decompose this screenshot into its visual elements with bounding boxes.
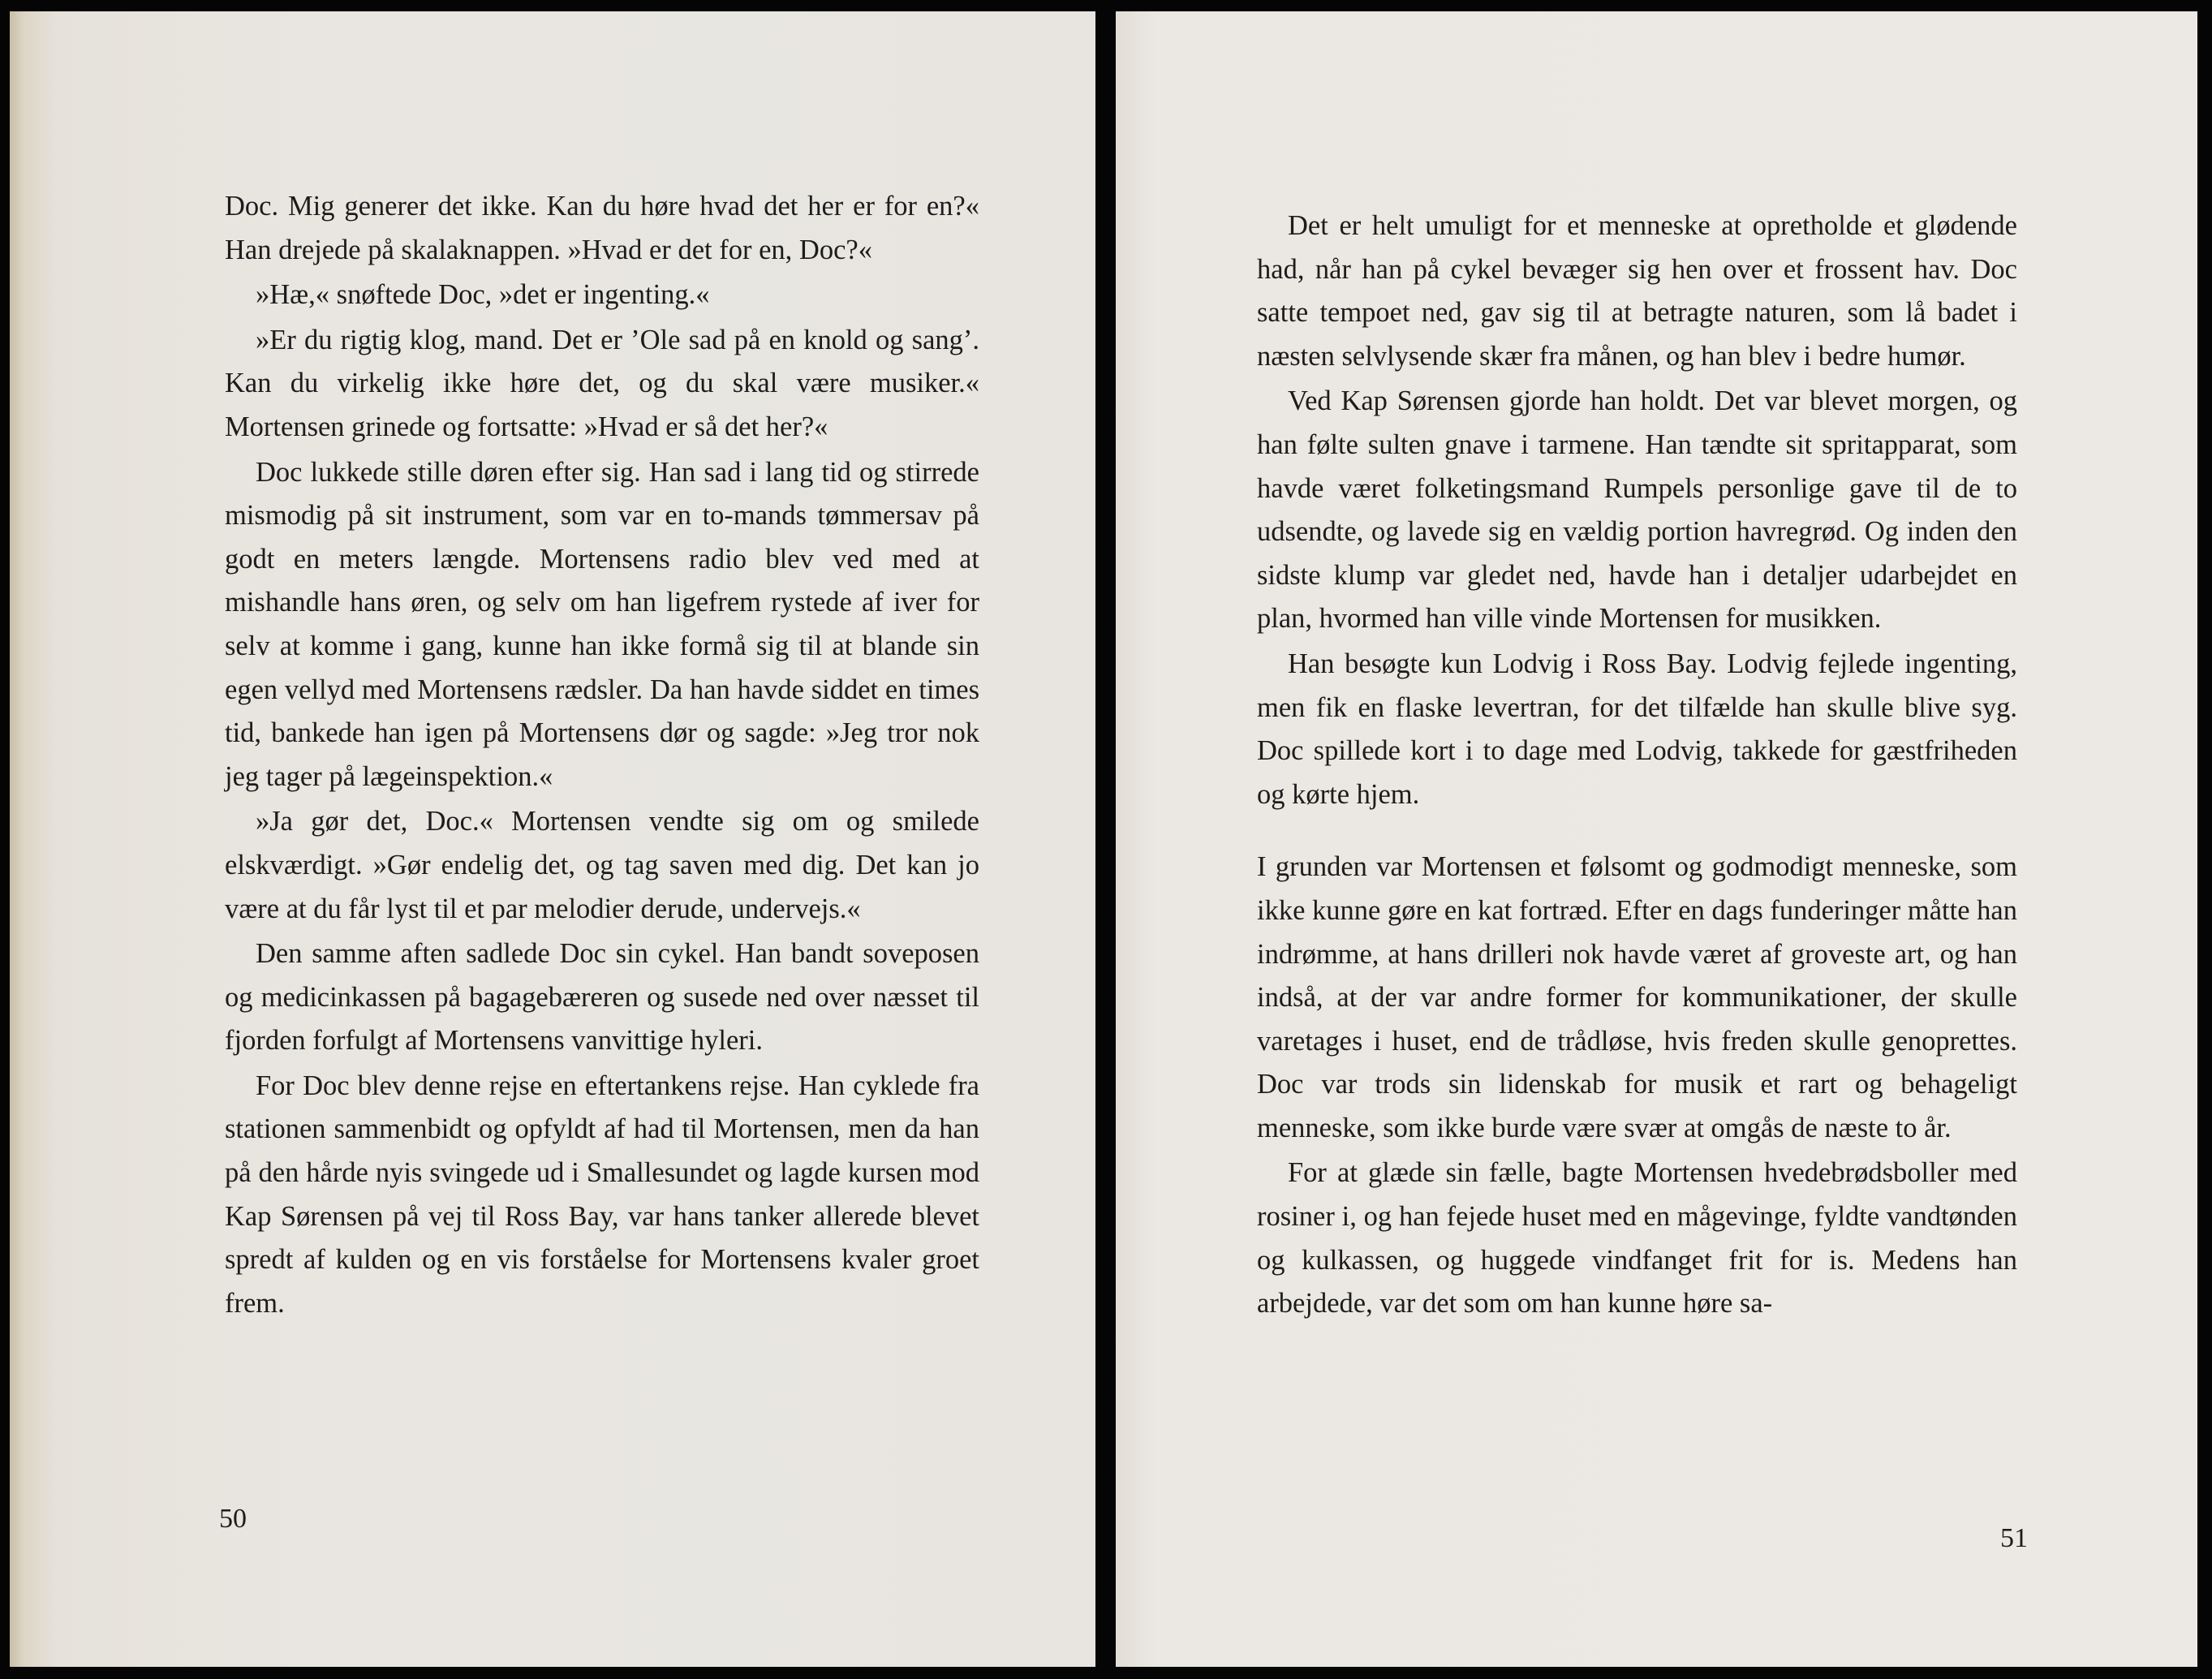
paragraph: Doc lukkede stille døren efter sig. Han sad i lang tid og stirrede mismodig på sit instrument, som var en to-mands tømmersav på godt en meters længde. Mortensens radio blev ved med at mishandle hans øren, og selv om han ligefrem rystede af iver for selv at komme i gang, kunne han ikke formå sig til at blande sin egen vellyd med Mortensens rædsler. Da han havde siddet en times tid, bankede han igen på Mortensens dør og sagde: »Jeg tror nok jeg tager på lægeinspektion.« bbox=[225, 456, 979, 792]
paragraph: For Doc blev denne rejse en eftertankens rejse. Han cyklede fra stationen sammenbidt og opfyldt af had til Mortensen, men da han på den hårde nyis svingede ud i Smallesundet og lagde kursen mod Kap Sørensen på vej til Ross Bay, var hans tanker allerede blevet spredt af kulden og en vis forståelse for Mortensens kvaler groet frem. bbox=[225, 1070, 979, 1319]
paragraph: Doc. Mig generer det ikke. Kan du høre hvad det her er for en?« Han drejede på skalaknappen. »Hvad er det for en, Doc?« bbox=[225, 191, 979, 265]
paragraph: »Ja gør det, Doc.« Mortensen vendte sig om og smilede elskværdigt. »Gør endelig det, og tag saven med dig. Det kan jo være at du får lyst til et par melodier derude, undervejs.« bbox=[225, 806, 979, 924]
paragraph: »Hæ,« snøftede Doc, »det er ingenting.« bbox=[256, 279, 710, 311]
page-number: 51 bbox=[2000, 1523, 2028, 1553]
left-page bbox=[10, 11, 1095, 1667]
section-break bbox=[1257, 818, 2017, 846]
right-page bbox=[1116, 11, 2197, 1667]
page-number: 50 bbox=[219, 1504, 247, 1534]
paragraph: For at glæde sin fælle, bagte Mortensen hvedebrødsboller med rosiner i, og han fejede huset med en mågevinge, fyldte vandtønden og kulkassen, og huggede vindfanget frit for is. Medens han arbejdede, var det som om han kunne høre sa- bbox=[1257, 1157, 2017, 1320]
paragraph: I grunden var Mortensen et følsomt og godmodigt menneske, som ikke kunne gøre en kat fortræd. Efter en dags funderinger måtte han indrømme, at hans drilleri nok havde været af groveste art, og han indså, at der var andre former for kommunikationer, der skulle varetages i huset, end de trådløse, hvis freden skulle genoprettes. Doc var trods sin lidenskab for musik et rart og behageligt menneske, som ikke burde være svær at omgås de næste to år. bbox=[1257, 851, 2017, 1143]
right-page-text bbox=[1257, 204, 2017, 1328]
paragraph: Den samme aften sadlede Doc sin cykel. Han bandt soveposen og medicinkassen på bagagebæreren og susede ned over næsset til fjorden forfulgt af Mortensens vanvittige hyleri. bbox=[225, 938, 979, 1057]
paragraph: Ved Kap Sørensen gjorde han holdt. Det var blevet morgen, og han følte sulten gnave i tarmene. Han tændte sit spritapparat, som havde været folketingsmand Rumpels personlige gave til de to udsendte, og lavede sig en vældig portion havregrød. Og inden den sidste klump var gledet ned, havde han i detaljer udarbejdet en plan, hvormed han ville vinde Mortensen for musikken. bbox=[1257, 385, 2017, 635]
paragraph: Han besøgte kun Lodvig i Ross Bay. Lodvig fejlede ingenting, men fik en flaske levertran, for det tilfælde han skulle blive syg. Doc spillede kort i to dage med Lodvig, takkede for gæstfriheden og kørte hjem. bbox=[1257, 648, 2017, 810]
paragraph: Det er helt umuligt for et menneske at opretholde et glødende had, når han på cykel bevæger sig hen over et frossent hav. Doc satte tempoet ned, gav sig til at betragte naturen, som lå badet i næsten selvlysende skær fra månen, og han blev i bedre humør. bbox=[1257, 210, 2017, 372]
paragraph: »Er du rigtig klog, mand. Det er ’Ole sad på en knold og sang’. Kan du virkelig ikke høre det, og du skal være musiker.« Mortensen grinede og fortsatte: »Hvad er så det her?« bbox=[225, 324, 979, 442]
left-page-text bbox=[225, 185, 979, 1327]
